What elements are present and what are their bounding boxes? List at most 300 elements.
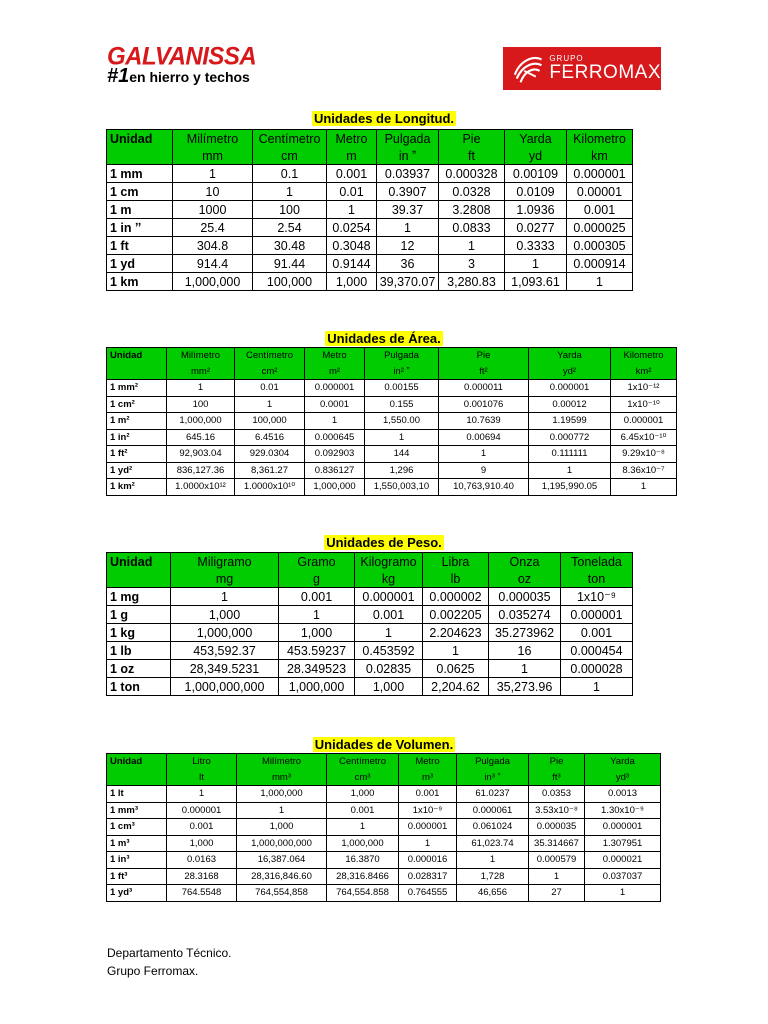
table-row — [107, 852, 661, 869]
column-unit: m² — [305, 364, 365, 380]
table-cell: 2.54 — [253, 219, 327, 237]
column-header: Pulgada — [365, 348, 439, 364]
table-cell: 10 — [173, 183, 253, 201]
column-unit: m³ — [399, 770, 457, 786]
table-cell: 0.000001 — [567, 165, 633, 183]
table-cell: 1 — [505, 255, 567, 273]
row-label: 1 in ˮ — [107, 219, 173, 237]
table-cell: 0.111111 — [529, 446, 611, 463]
table-cell: 30.48 — [253, 237, 327, 255]
footer-department: Departamento Técnico. — [107, 946, 232, 960]
column-header: Litro — [167, 754, 237, 770]
table-cell: 1 — [423, 642, 489, 660]
column-unit: ton — [561, 570, 633, 588]
table-cell: 0.001 — [355, 606, 423, 624]
table-cell: 914.4 — [173, 255, 253, 273]
table-cell: 1,000,000 — [171, 624, 279, 642]
table-cell: 0.000001 — [611, 413, 677, 430]
table-cell: 61.0237 — [457, 786, 529, 803]
table-row — [107, 237, 633, 255]
table-cell: 0.092903 — [305, 446, 365, 463]
column-unit: m — [327, 147, 377, 165]
table-cell: 0.000035 — [489, 588, 561, 606]
column-unit: lt — [167, 770, 237, 786]
table-cell: 1 — [529, 868, 585, 885]
table-cell: 9.29x10⁻⁸ — [611, 446, 677, 463]
table-cell: 10,763,910.40 — [439, 479, 529, 496]
table-row — [107, 201, 633, 219]
table-cell: 0.000001 — [529, 380, 611, 397]
row-label: 1 km — [107, 273, 173, 291]
column-unit: mm³ — [237, 770, 327, 786]
table-cell: 0.000305 — [567, 237, 633, 255]
column-header: Tonelada — [561, 553, 633, 571]
longitud-title: Unidades de Longitud. — [313, 111, 455, 126]
table-cell: 0.001 — [327, 165, 377, 183]
footer-company: Grupo Ferromax. — [107, 964, 199, 978]
table-cell: 6.4516 — [235, 429, 305, 446]
table-row — [107, 588, 633, 606]
table-cell: 0.0353 — [529, 786, 585, 803]
table-cell: 1 — [611, 479, 677, 496]
table-cell: 764,554,858 — [237, 885, 327, 902]
table-cell: 46,656 — [457, 885, 529, 902]
table-cell: 1,000,000 — [237, 786, 327, 803]
column-header: Kilogramo — [355, 553, 423, 571]
table-cell: 25.4 — [173, 219, 253, 237]
column-unit: cm — [253, 147, 327, 165]
table-row — [107, 479, 677, 496]
table-cell: 1 — [561, 678, 633, 696]
table-cell: 1,093.61 — [505, 273, 567, 291]
table-cell: 0.3048 — [327, 237, 377, 255]
volumen-table — [106, 753, 661, 902]
table-cell: 0.001 — [567, 201, 633, 219]
table-cell: 28,349.5231 — [171, 660, 279, 678]
table-cell: 1,550.00 — [365, 413, 439, 430]
table-cell: 100 — [167, 396, 235, 413]
column-header: Unidad — [107, 130, 173, 148]
table-cell: 0.000001 — [561, 606, 633, 624]
table-cell: 100,000 — [253, 273, 327, 291]
table-row — [107, 786, 661, 803]
row-label: 1 cm³ — [107, 819, 167, 836]
table-cell: 1.0000x10¹² — [167, 479, 235, 496]
column-header: Onza — [489, 553, 561, 571]
table-cell: 1,000,000 — [279, 678, 355, 696]
table-cell: 0.000454 — [561, 642, 633, 660]
table-cell: 0.000025 — [567, 219, 633, 237]
unit-row — [107, 364, 677, 380]
row-label: 1 g — [107, 606, 171, 624]
column-header: Metro — [399, 754, 457, 770]
table-cell: 0.000061 — [457, 802, 529, 819]
table-cell: 1,000,000 — [327, 835, 399, 852]
row-label: 1 mm — [107, 165, 173, 183]
table-row — [107, 255, 633, 273]
table-cell: 0.000914 — [567, 255, 633, 273]
table-cell: 0.000579 — [529, 852, 585, 869]
table-cell: 0.0625 — [423, 660, 489, 678]
table-cell: 1x10⁻¹⁰ — [611, 396, 677, 413]
table-cell: 1 — [171, 588, 279, 606]
column-unit — [107, 364, 167, 380]
table-cell: 1,000,000 — [167, 413, 235, 430]
table-cell: 0.000772 — [529, 429, 611, 446]
column-header: Milímetro — [237, 754, 327, 770]
table-cell: 0.000016 — [399, 852, 457, 869]
table-cell: 1,195,990.05 — [529, 479, 611, 496]
table-row — [107, 273, 633, 291]
table-cell: 1 — [167, 786, 237, 803]
table-cell: 1 — [355, 624, 423, 642]
table-cell: 1,296 — [365, 462, 439, 479]
table-cell: 8.36x10⁻⁷ — [611, 462, 677, 479]
table-cell: 0.000021 — [585, 852, 661, 869]
table-cell: 35,273.96 — [489, 678, 561, 696]
table-row — [107, 606, 633, 624]
column-unit: ft³ — [529, 770, 585, 786]
row-label: 1 km² — [107, 479, 167, 496]
ferromax-grupo: GRUPO — [549, 54, 584, 63]
brand-name: GALVANISSA — [107, 42, 257, 71]
table-cell: 1.0000x10¹⁰ — [235, 479, 305, 496]
table-cell: 27 — [529, 885, 585, 902]
table-cell: 0.028317 — [399, 868, 457, 885]
table-cell: 8,361.27 — [235, 462, 305, 479]
table-cell: 1 — [327, 819, 399, 836]
column-header: Pie — [439, 348, 529, 364]
table-cell: 1,000,000,000 — [171, 678, 279, 696]
table-cell: 836,127.36 — [167, 462, 235, 479]
table-row — [107, 413, 677, 430]
table-cell: 39,370.07 — [377, 273, 439, 291]
table-cell: 0.01 — [327, 183, 377, 201]
table-cell: 0.0277 — [505, 219, 567, 237]
table-cell: 100,000 — [235, 413, 305, 430]
table-cell: 1 — [529, 462, 611, 479]
table-cell: 1x10⁻¹² — [611, 380, 677, 397]
table-cell: 35.314667 — [529, 835, 585, 852]
column-unit: oz — [489, 570, 561, 588]
table-cell: 0.035274 — [489, 606, 561, 624]
table-cell: 3.2808 — [439, 201, 505, 219]
table-cell: 0.000011 — [439, 380, 529, 397]
row-label: 1 cm — [107, 183, 173, 201]
table-cell: 0.3333 — [505, 237, 567, 255]
table-cell: 1 — [167, 380, 235, 397]
table-cell: 16 — [489, 642, 561, 660]
column-header: Yarda — [505, 130, 567, 148]
table-cell: 0.0109 — [505, 183, 567, 201]
table-cell: 1,000 — [355, 678, 423, 696]
table-row — [107, 835, 661, 852]
table-cell: 0.0001 — [305, 396, 365, 413]
table-cell: 1 — [585, 885, 661, 902]
table-cell: 1.307951 — [585, 835, 661, 852]
table-cell: 1 — [365, 429, 439, 446]
table-cell: 0.0833 — [439, 219, 505, 237]
table-cell: 0.0254 — [327, 219, 377, 237]
table-cell: 1,000,000 — [305, 479, 365, 496]
table-cell: 0.000001 — [305, 380, 365, 397]
table-cell: 35.273962 — [489, 624, 561, 642]
table-row — [107, 660, 633, 678]
row-label: 1 mm² — [107, 380, 167, 397]
column-header: Unidad — [107, 754, 167, 770]
table-cell: 61,023.74 — [457, 835, 529, 852]
column-unit: kg — [355, 570, 423, 588]
column-header: Milímetro — [173, 130, 253, 148]
table-cell: 0.001 — [279, 588, 355, 606]
table-row — [107, 396, 677, 413]
column-header: Unidad — [107, 348, 167, 364]
table-cell: 0.9144 — [327, 255, 377, 273]
column-unit: cm² — [235, 364, 305, 380]
table-cell: 1 — [237, 802, 327, 819]
header-row — [107, 348, 677, 364]
table-cell: 6.45x10⁻¹⁰ — [611, 429, 677, 446]
column-unit: km — [567, 147, 633, 165]
table-cell: 3,280.83 — [439, 273, 505, 291]
table-cell: 645.16 — [167, 429, 235, 446]
table-cell: 1,000,000,000 — [237, 835, 327, 852]
table-cell: 0.000645 — [305, 429, 365, 446]
table-cell: 1 — [253, 183, 327, 201]
table-cell: 0.00109 — [505, 165, 567, 183]
table-cell: 0.000028 — [561, 660, 633, 678]
ferromax-name: FERROMAX — [549, 62, 661, 83]
table-cell: 0.03937 — [377, 165, 439, 183]
table-cell: 1 — [305, 413, 365, 430]
table-cell: 1x10⁻⁹ — [561, 588, 633, 606]
table-cell: 1,000 — [171, 606, 279, 624]
column-header: Centímetro — [327, 754, 399, 770]
table-cell: 0.00694 — [439, 429, 529, 446]
table-cell: 0.3907 — [377, 183, 439, 201]
table-cell: 1 — [439, 237, 505, 255]
column-header: Pie — [529, 754, 585, 770]
column-unit: mm² — [167, 364, 235, 380]
column-unit — [107, 147, 173, 165]
table-cell: 9 — [439, 462, 529, 479]
table-cell: 0.001 — [561, 624, 633, 642]
row-label: 1 ft³ — [107, 868, 167, 885]
table-row — [107, 462, 677, 479]
table-row — [107, 868, 661, 885]
table-cell: 0.00001 — [567, 183, 633, 201]
header-row — [107, 553, 633, 571]
area-title: Unidades de Área. — [327, 331, 441, 346]
table-cell: 1,000 — [327, 786, 399, 803]
tagline-number: #1 — [107, 65, 130, 87]
table-cell: 304.8 — [173, 237, 253, 255]
row-label: 1 mm³ — [107, 802, 167, 819]
table-cell: 1 — [173, 165, 253, 183]
unit-row — [107, 570, 633, 588]
header-row — [107, 130, 633, 148]
table-cell: 0.0328 — [439, 183, 505, 201]
table-cell: 10.7639 — [439, 413, 529, 430]
table-cell: 0.02835 — [355, 660, 423, 678]
table-cell: 0.00155 — [365, 380, 439, 397]
column-unit: cm³ — [327, 770, 399, 786]
table-row — [107, 819, 661, 836]
table-cell: 92,903.04 — [167, 446, 235, 463]
table-cell: 0.01 — [235, 380, 305, 397]
table-cell: 1 — [457, 852, 529, 869]
row-label: 1 mg — [107, 588, 171, 606]
table-cell: 3 — [439, 255, 505, 273]
ferromax-swirl-icon — [511, 51, 545, 87]
table-cell: 91.44 — [253, 255, 327, 273]
table-row — [107, 642, 633, 660]
row-label: 1 m² — [107, 413, 167, 430]
table-cell: 1,550,003,10 — [365, 479, 439, 496]
column-header: Pulgada — [457, 754, 529, 770]
table-cell: 1.0936 — [505, 201, 567, 219]
column-unit: in ˮ — [377, 147, 439, 165]
column-header: Yarda — [585, 754, 661, 770]
table-cell: 1 — [235, 396, 305, 413]
column-unit: in² ˮ — [365, 364, 439, 380]
column-header: Gramo — [279, 553, 355, 571]
column-header: Pulgada — [377, 130, 439, 148]
table-cell: 0.1 — [253, 165, 327, 183]
table-cell: 1 — [439, 446, 529, 463]
row-label: 1 ft — [107, 237, 173, 255]
table-cell: 0.001 — [399, 786, 457, 803]
column-header: Metro — [327, 130, 377, 148]
row-label: 1 m³ — [107, 835, 167, 852]
unit-row — [107, 147, 633, 165]
peso-table — [106, 552, 633, 696]
table-cell: 0.0163 — [167, 852, 237, 869]
column-header: Kilometro — [567, 130, 633, 148]
table-row — [107, 165, 633, 183]
column-header: Centímetro — [253, 130, 327, 148]
table-cell: 28,316.8466 — [327, 868, 399, 885]
column-unit: lb — [423, 570, 489, 588]
row-label: 1 lb — [107, 642, 171, 660]
table-cell: 28.3168 — [167, 868, 237, 885]
table-cell: 1,000 — [167, 835, 237, 852]
table-cell: 28,316,846.60 — [237, 868, 327, 885]
row-label: 1 m — [107, 201, 173, 219]
table-cell: 1000 — [173, 201, 253, 219]
table-cell: 453,592.37 — [171, 642, 279, 660]
row-label: 1 ton — [107, 678, 171, 696]
table-cell: 1x10⁻⁹ — [399, 802, 457, 819]
table-cell: 2.204623 — [423, 624, 489, 642]
table-cell: 0.000001 — [585, 819, 661, 836]
column-unit — [107, 770, 167, 786]
table-row — [107, 802, 661, 819]
column-unit: yd — [505, 147, 567, 165]
table-cell: 0.001076 — [439, 396, 529, 413]
table-cell: 764.5548 — [167, 885, 237, 902]
column-header: Milímetro — [167, 348, 235, 364]
table-row — [107, 429, 677, 446]
table-cell: 0.037037 — [585, 868, 661, 885]
table-cell: 16.3870 — [327, 852, 399, 869]
column-unit: in³ ˮ — [457, 770, 529, 786]
row-label: 1 yd² — [107, 462, 167, 479]
volumen-title: Unidades de Volumen. — [314, 737, 454, 752]
area-table — [106, 347, 677, 496]
table-cell: 1,728 — [457, 868, 529, 885]
table-cell: 1 — [377, 219, 439, 237]
footer — [107, 944, 232, 980]
table-cell: 36 — [377, 255, 439, 273]
table-cell: 28.349523 — [279, 660, 355, 678]
column-unit: yd³ — [585, 770, 661, 786]
table-cell: 0.001 — [327, 802, 399, 819]
table-cell: 453.59237 — [279, 642, 355, 660]
column-unit: mm — [173, 147, 253, 165]
table-cell: 929.0304 — [235, 446, 305, 463]
table-cell: 0.00012 — [529, 396, 611, 413]
row-label: 1 kg — [107, 624, 171, 642]
column-unit — [107, 570, 171, 588]
table-row — [107, 624, 633, 642]
column-unit: mg — [171, 570, 279, 588]
column-header: Libra — [423, 553, 489, 571]
row-label: 1 oz — [107, 660, 171, 678]
table-cell: 1 — [327, 201, 377, 219]
table-row — [107, 219, 633, 237]
row-label: 1 ft² — [107, 446, 167, 463]
column-unit: g — [279, 570, 355, 588]
table-cell: 100 — [253, 201, 327, 219]
table-cell: 1.19599 — [529, 413, 611, 430]
table-cell: 0.002205 — [423, 606, 489, 624]
table-cell: 1 — [567, 273, 633, 291]
table-cell: 16,387.064 — [237, 852, 327, 869]
column-header: Metro — [305, 348, 365, 364]
table-cell: 0.155 — [365, 396, 439, 413]
table-cell: 1,000 — [237, 819, 327, 836]
table-cell: 0.000001 — [399, 819, 457, 836]
column-header: Unidad — [107, 553, 171, 571]
table-cell: 1 — [399, 835, 457, 852]
header-row — [107, 754, 661, 770]
ferromax-wordmark — [549, 55, 661, 82]
table-cell: 0.000001 — [355, 588, 423, 606]
table-cell: 0.061024 — [457, 819, 529, 836]
table-cell: 3.53x10⁻⁸ — [529, 802, 585, 819]
table-cell: 0.000001 — [167, 802, 237, 819]
row-label: 1 yd — [107, 255, 173, 273]
table-cell: 2,204.62 — [423, 678, 489, 696]
tagline-text: en hierro y techos — [129, 69, 250, 85]
peso-title: Unidades de Peso. — [326, 535, 442, 550]
table-cell: 1 — [279, 606, 355, 624]
table-cell: 764,554.858 — [327, 885, 399, 902]
column-unit: yd² — [529, 364, 611, 380]
table-cell: 0.453592 — [355, 642, 423, 660]
table-cell: 0.001 — [167, 819, 237, 836]
column-header: Pie — [439, 130, 505, 148]
unit-row — [107, 770, 661, 786]
table-cell: 1 — [489, 660, 561, 678]
table-cell: 0.836127 — [305, 462, 365, 479]
table-cell: 0.764555 — [399, 885, 457, 902]
table-row — [107, 678, 633, 696]
table-cell: 0.000002 — [423, 588, 489, 606]
table-cell: 1,000,000 — [173, 273, 253, 291]
table-cell: 39.37 — [377, 201, 439, 219]
